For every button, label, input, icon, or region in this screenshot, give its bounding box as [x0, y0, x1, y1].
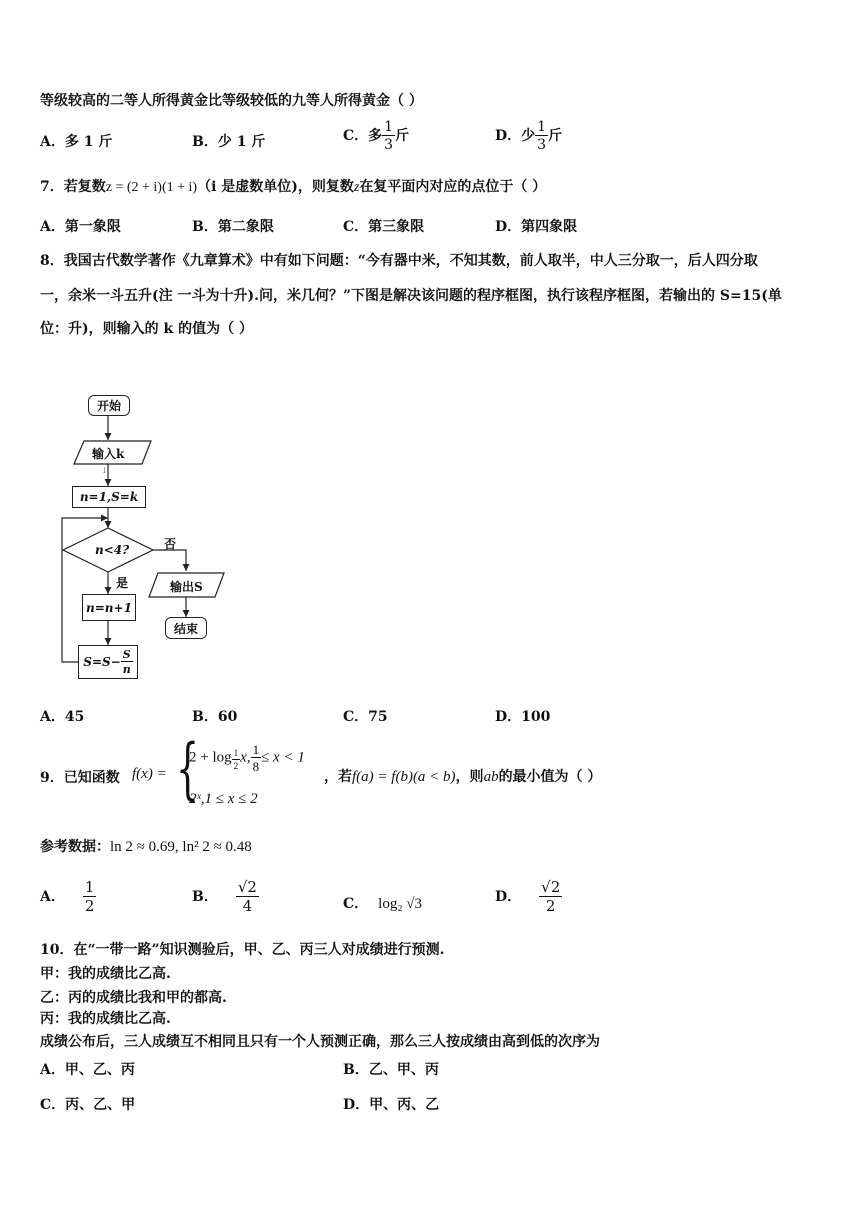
- q9-option-a[interactable]: [40, 880, 96, 914]
- case1-log: 2 + log: [189, 749, 232, 766]
- flow-tiny-mark: ↓: [101, 466, 108, 475]
- q8-option-a[interactable]: A．45: [40, 709, 85, 725]
- flow-yes-label: 是: [116, 576, 129, 590]
- q7-option-a[interactable]: A．第一象限: [40, 219, 121, 235]
- q9-number: 9．已知函数: [40, 770, 120, 786]
- option-text: 斤: [548, 128, 563, 144]
- flow-init: n=1,S=k: [72, 486, 146, 508]
- option-text: log₂ √3: [378, 896, 423, 912]
- q10-option-a[interactable]: A．甲、乙、丙: [40, 1062, 135, 1078]
- piecewise-brace: {: [176, 730, 200, 807]
- q10-option-b[interactable]: B．乙、甲、丙: [343, 1062, 439, 1078]
- q10-stem-line5: 成绩公布后，三人成绩互不相同且只有一个人预测正确，那么三人按成绩由高到低的次序为: [40, 1034, 600, 1050]
- fraction: $\frac{√2}{4}$: [237, 878, 257, 915]
- option-text: 多 1 斤: [64, 134, 113, 150]
- q10-option-d[interactable]: D．甲、丙、乙: [343, 1097, 440, 1113]
- q9-option-c[interactable]: [343, 893, 422, 913]
- q7-pre: 若复数: [63, 179, 106, 195]
- flow-update: [78, 645, 138, 679]
- flow-output-label: 输出S: [170, 580, 203, 594]
- update-fraction: $\frac{S}{n}$: [122, 648, 131, 676]
- q10-stem-line3: 乙：丙的成绩比我和甲的都高.: [40, 990, 227, 1006]
- option-letter: D．: [495, 889, 522, 905]
- case1-range: ≤ x < 1: [261, 749, 305, 766]
- q8-option-b[interactable]: B．60: [192, 709, 238, 725]
- flow-start: 开始: [88, 395, 130, 416]
- q9-option-d[interactable]: [495, 880, 562, 914]
- q7-post: 在复平面内对应的点位于（ ）: [359, 179, 547, 195]
- q9-condition: [324, 766, 601, 786]
- q7-z: z: [353, 180, 360, 195]
- q9-fx: f(x) =: [132, 766, 167, 782]
- cond-pre: ，若: [324, 769, 352, 785]
- option-text: 斤: [395, 128, 410, 144]
- q8-stem-line3: 位：升)，则输入的 k 的值为（ ）: [40, 321, 253, 337]
- q8-option-d[interactable]: D．100: [495, 709, 551, 725]
- cond-formula: f(a) = f(b)(a < b): [352, 769, 456, 785]
- cond-mid: ，则: [455, 769, 484, 785]
- option-letter: B．: [192, 134, 218, 150]
- q7-option-d[interactable]: D．第四象限: [495, 219, 578, 235]
- q9-reference: [40, 836, 252, 856]
- case1-x: x,: [240, 749, 251, 766]
- option-text: 多: [368, 128, 383, 144]
- option-text: 少 1 斤: [217, 134, 266, 150]
- flow-end: 结束: [165, 617, 207, 639]
- case1-fraction: $\frac{1}{8}$: [252, 742, 260, 774]
- option-letter: B．: [192, 889, 218, 905]
- q7-mid: （i 是虚数单位)，则复数: [197, 179, 354, 195]
- q10-stem-line1: 10．在“一带一路”知识测验后，甲、乙、丙三人对成绩进行预测.: [40, 942, 445, 958]
- flow-input-label: 输入k: [92, 447, 125, 461]
- q10-option-c[interactable]: C．丙、乙、甲: [40, 1097, 136, 1113]
- fraction: $\frac{1}{2}$: [84, 878, 95, 915]
- fraction: $\frac{1}{3}$: [537, 119, 547, 153]
- option-letter: C．: [343, 128, 369, 144]
- q7-formula: z = (2 + i)(1 + i): [105, 180, 198, 195]
- fraction: $\frac{1}{3}$: [384, 119, 394, 153]
- q8-stem-line2: 一，余米一斗五升(注 一斗为十升).问，米几何？”下图是解决该问题的程序框图，执行该程序框图，若输出的 S=15(单: [40, 288, 782, 304]
- q7-option-b[interactable]: B．第二象限: [192, 219, 274, 235]
- flow-increment: n=n+1: [82, 594, 136, 621]
- option-letter: D．: [495, 128, 522, 144]
- cond-post: 的最小值为（ ）: [498, 769, 602, 785]
- q9-case2: 2ˣ,1 ≤ x ≤ 2: [189, 791, 258, 807]
- option-text: 少: [521, 128, 536, 144]
- q6-stem: 等级较高的二等人所得黄金比等级较低的九等人所得黄金（ ）: [40, 93, 423, 109]
- q10-stem-line4: 丙：我的成绩比乙高.: [40, 1011, 171, 1027]
- flow-condition: n<4?: [95, 543, 130, 557]
- q7-option-c[interactable]: C．第三象限: [343, 219, 425, 235]
- question-number: 7．: [40, 179, 64, 195]
- q10-stem-line2: 甲：我的成绩比乙高.: [40, 966, 171, 982]
- q9-case1: [189, 743, 305, 773]
- q8-option-c[interactable]: C．75: [343, 709, 388, 725]
- update-prefix: S=S−: [83, 655, 121, 669]
- option-letter: C．: [343, 896, 369, 912]
- ref-label: 参考数据：: [40, 839, 110, 855]
- log-base-fraction: $\frac{1}{2}$: [233, 748, 239, 772]
- q9-option-b[interactable]: [192, 880, 259, 914]
- cond-ab: ab: [483, 769, 499, 785]
- fraction: $\frac{√2}{2}$: [541, 878, 561, 915]
- option-letter: A．: [40, 889, 65, 905]
- option-letter: A．: [40, 134, 65, 150]
- flow-no-label: 否: [164, 537, 177, 551]
- ref-data: ln 2 ≈ 0.69, ln² 2 ≈ 0.48: [110, 839, 252, 855]
- q8-stem-line1: 8．我国古代数学著作《九章算术》中有如下问题：“今有器中米，不知其数，前人取半，中人三分取一，后人四分取: [40, 253, 758, 269]
